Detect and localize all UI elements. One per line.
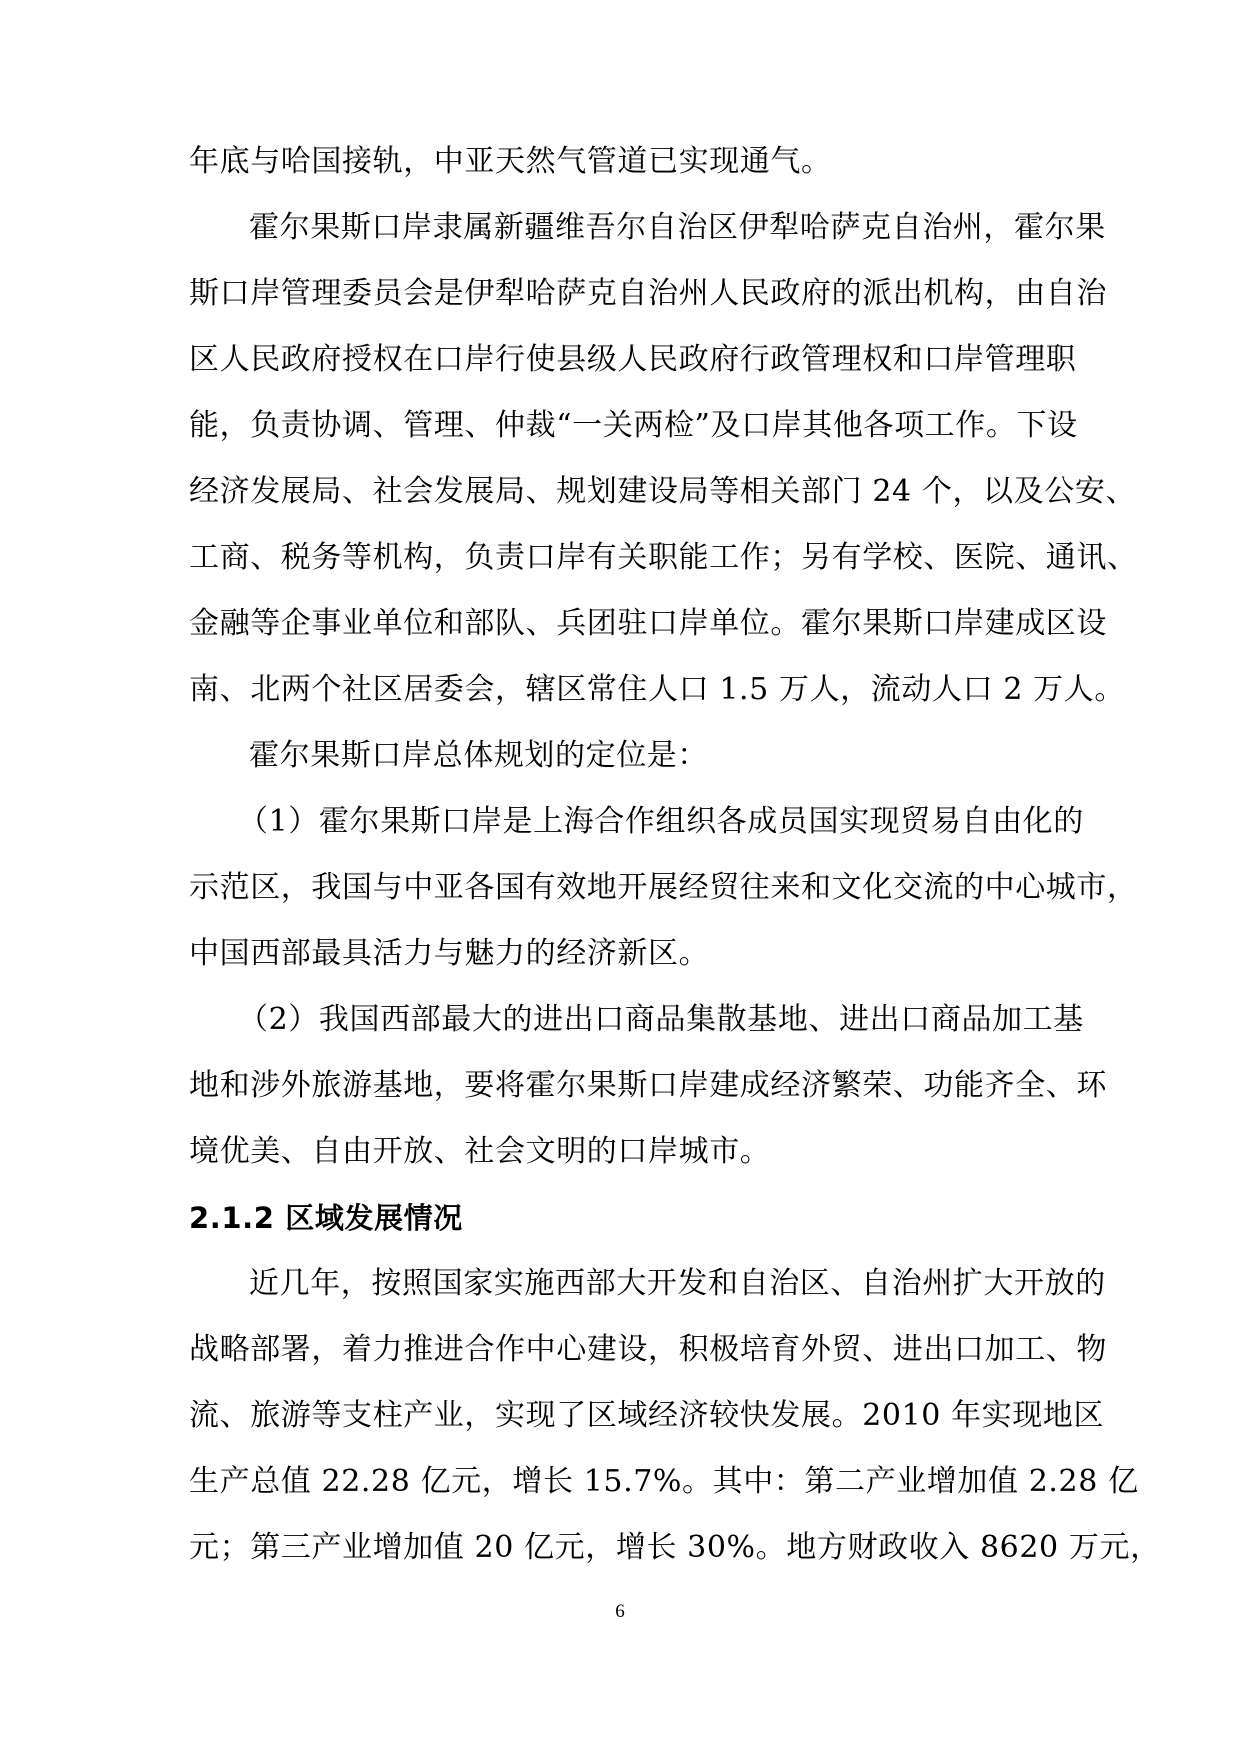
text-line: 境优美、自由开放、社会文明的口岸城市。 bbox=[189, 1134, 771, 1169]
text-line: 霍尔果斯口岸隶属新疆维吾尔自治区伊犁哈萨克自治州，霍尔果 bbox=[249, 210, 1106, 245]
text-line: 流、旅游等支柱产业，实现了区域经济较快发展。2010 年实现地区 bbox=[189, 1398, 1105, 1433]
page-number: 6 bbox=[615, 1601, 625, 1622]
text-line: （2）我国西部最大的进出口商品集散基地、进出口商品加工基 bbox=[238, 1002, 1084, 1037]
text-line: 战略部署，着力推进合作中心建设，积极培育外贸、进出口加工、物 bbox=[189, 1332, 1107, 1367]
text-line: 工商、税务等机构，负责口岸有关职能工作；另有学校、医院、通讯、 bbox=[189, 540, 1138, 575]
text-line: 经济发展局、社会发展局、规划建设局等相关部门 24 个，以及公安、 bbox=[189, 474, 1137, 509]
text-line: 元；第三产业增加值 20 亿元，增长 30%。地方财政收入 8620 万元， bbox=[189, 1530, 1161, 1565]
text-line: 斯口岸管理委员会是伊犁哈萨克自治州人民政府的派出机构，由自治 bbox=[189, 276, 1107, 311]
section-heading: 2.1.2 区域发展情况 bbox=[189, 1201, 463, 1235]
text-line: 生产总值 22.28 亿元，增长 15.7%。其中：第二产业增加值 2.28 亿 bbox=[189, 1464, 1139, 1499]
text-line: 年底与哈国接轨，中亚天然气管道已实现通气。 bbox=[189, 144, 832, 179]
text-line: （1）霍尔果斯口岸是上海合作组织各成员国实现贸易自由化的 bbox=[238, 804, 1084, 839]
text-line: 能，负责协调、管理、仲裁“一关两检”及口岸其他各项工作。下设 bbox=[189, 408, 1078, 443]
text-line: 示范区，我国与中亚各国有效地开展经贸往来和文化交流的中心城市， bbox=[189, 870, 1138, 905]
text-line: 霍尔果斯口岸总体规划的定位是： bbox=[249, 738, 708, 773]
text-line: 金融等企事业单位和部队、兵团驻口岸单位。霍尔果斯口岸建成区设 bbox=[189, 606, 1107, 641]
text-line: 中国西部最具活力与魅力的经济新区。 bbox=[189, 936, 710, 971]
text-line: 南、北两个社区居委会，辖区常住人口 1.5 万人，流动人口 2 万人。 bbox=[189, 672, 1125, 707]
text-line: 近几年，按照国家实施西部大开发和自治区、自治州扩大开放的 bbox=[249, 1266, 1106, 1301]
text-line: 地和涉外旅游基地，要将霍尔果斯口岸建成经济繁荣、功能齐全、环 bbox=[189, 1068, 1107, 1103]
text-line: 区人民政府授权在口岸行使县级人民政府行政管理权和口岸管理职 bbox=[189, 342, 1077, 377]
